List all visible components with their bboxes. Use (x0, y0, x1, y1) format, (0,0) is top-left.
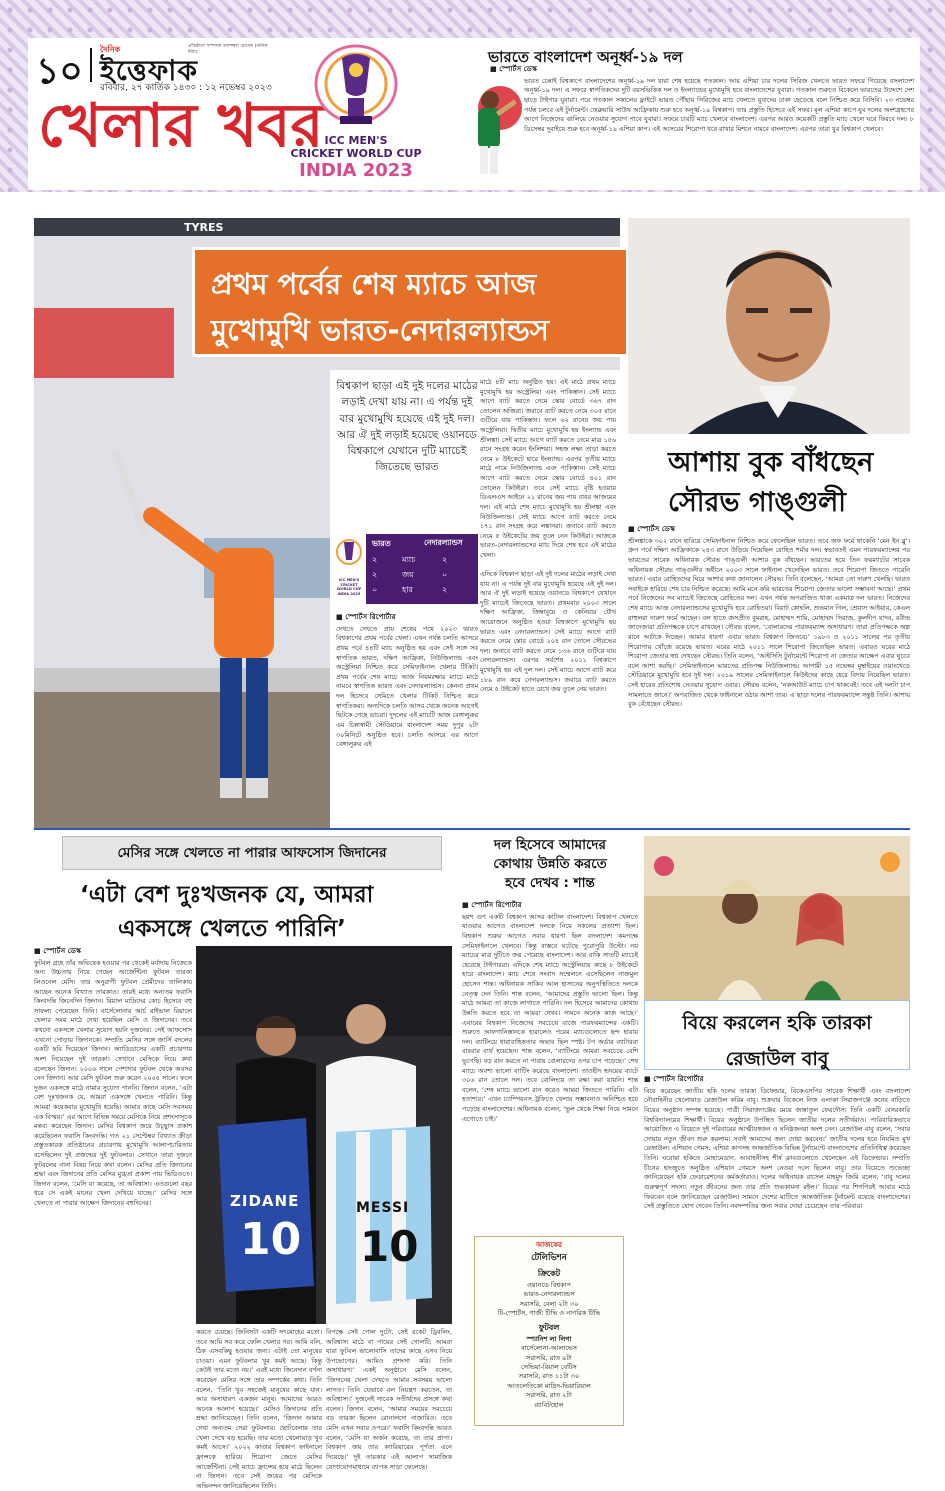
h2h-team-b: নেদারল্যান্ডস (424, 538, 463, 547)
lead-headline-line1: প্রথম পর্বের শেষ ম্যাচে আজ (211, 267, 537, 301)
ganguly-headline (628, 436, 910, 524)
tv-football-line1: স্প্যানিশ লা লিগা (526, 1334, 572, 1343)
h2h-team-a: ভারত (372, 539, 391, 548)
ganguly-body (628, 524, 910, 826)
zidane-headline-line2: একসঙ্গে খেলতে পারিনি’ (118, 916, 346, 942)
h2h-b-losses: ২ (442, 585, 448, 594)
zidane-text-left: ফুটবল গ্রহে তাঁর অভিষেক হওয়ার পর থেকেই মর্যাদায় নিজেকে অন্য উচ্চতায় নিয়ে গেছেন আর্জেন্টিনা ফুটবল তারকা লিওনেল মেসি। তার অনুরাগী ফুটবল প্রেমীদের তালিকায় আছেন অনেক বিখ্যাত তারকাও। তারই মধ্যে অন্যতম ফরাসি কিংবদন্তি জিনেদিন জিদান। রিয়াল মাদ্রিদের কোচ হিসেবে বহু সাফল্য পেয়েছেন তিনি। বার্সেলোনার আর্চ রাইভাল রিয়ালে খেলার সময় মাঠে দেখা হয়েছিল মেসি ও জিদানের। তবে কখনো একসঙ্গে খেলার সুযোগ হয়নি দুজনের। সেই আফসোস এখনো পোড়ায় জিদানকে। সম্প্রতি মেসির সঙ্গে জার্সি বদলের একটি ছবি দিয়েছেন জিদান। অ্যাডিডাসের একটি প্রচারণায় অংশ নিয়েছেন দুই তারকা। সেখানে মেসিকে নিয়ে কথা বলেছেন জিদান। ২০০৬ সালে পেশাদার ফুটবল থেকে অবসর নেন জিদান। আর মেসি ফুটবল শুরু করেন ২০০৪ সালে। ফলে দুজন একসঙ্গে মাঠে নামার সুযোগ পাননি। জিদান বলেন, ‘এটা বেশ দুঃখজনক যে, আমরা একসঙ্গে খেলতে পারিনি। কিন্তু আমরা কয়েকবার মুখোমুখি হয়েছি। আমার কাছে মেসি সবসময় এক বিস্ময়।’ এর আগে বিভিন্ন সময়ে মেসিকে নিয়ে প্রশংসাসূচক মন্তব্য করেছেন জিদান। মেসির বিশ্বকাপ জয়ে উচ্ছ্বাস প্রকাশ করেছিলেন ফরাসি কিংবদন্তি। গত ২১ সেপ্টেম্বর বিখ্যাত ক্রীড়া প্রস্তুতকারক প্রতিষ্ঠানের প্রচারণায় মুখোমুখি আলাপচারিতায় বসেছিলেন দুই প্রজন্মের দুই ফুটবলার। সেখানে তারা দুজনে ফুটবলের নানা বিষয় নিয়ে কথা বলেন। মেসির প্রতি জিদানের শ্রদ্ধা এবং জিদানের প্রতি মেসির মুগ্ধতা প্রকাশ পায় ভিডিওতে। জিদান বলেন, ‘মেসি যা করেছে, তা অবিশ্বাস্য। এতগুলো বছর ধরে সে একই মানের খেলা দেখিয়ে যাচ্ছে।’ মেসির সঙ্গে খেলতে না পারার আক্ষেপ জিদানের বহুদিনের। (34, 958, 192, 1208)
hockey-headline-line2: রেজাউল বাবু (725, 1048, 829, 1070)
cwc-logo (278, 44, 434, 186)
lead-headline-banner (192, 247, 629, 357)
tv-football-line5: সরাসরি, রাত ১১টা ৩০ (518, 1372, 580, 1381)
shanto-headline-line2: কোথায় উন্নতি করতে (493, 855, 607, 872)
zidane-headline-line1: ‘এটা বেশ দুঃখজনক যে, আমরা (80, 882, 374, 908)
paper-tag: দৈনিক (100, 45, 121, 54)
h2h-logo (332, 534, 366, 604)
zidane-kicker (62, 836, 442, 870)
issue-date: রবিবার, ২৭ কার্তিক ১৪৩০ : ১২ নভেম্বর ২০২৩ (100, 83, 272, 93)
table-row (372, 569, 476, 584)
ganguly-headline-line2: সৌরভ গাঙ্গুলী (668, 487, 847, 518)
cwc-small-logo-icon (332, 534, 366, 574)
jersey-left-name: ZIDANE (230, 1192, 300, 1210)
h2h-a-matches: ২ (372, 555, 378, 564)
lead-pull-quote: বিশ্বকাপ ছাড়া এই দুই দলের মাঠের লড়াই দেখা যায় না। এ পর্যন্ত দুই বার মুখোমুখি হয়েছে এই দুই দল। আর ঐ দুই লড়াই হয়েছে ওয়ানডে বিশ্বকাপে যেখানে দুটি ম্যাচেই জিতেছে ভারত (336, 380, 478, 474)
hockey-text: বিয়ে করেছেন জাতীয় হকি দলের তারকা ডিফেন্ডার, বিকেএসপির সাবেক শিক্ষার্থী এবং বাংলাদেশ নৌবাহিনীর খেলোয়াড় রেজাউল করিম বাবু। শুক্রবার বিকেলে নিজ এলাকা সিরাজগঞ্জে কনের বাড়িতে বিয়ের অনুষ্ঠান সম্পন্ন হয়েছে। পাত্রী সিরাজগঞ্জের মেয়ে জান্নাতুল ফেরদৌস। তিনি একটি বেসরকারি বিশ্ববিদ্যালয়ের শিক্ষার্থী। বিয়ের অনুষ্ঠানে উপস্থিত ছিলেন জাতীয় দলের সতীর্থরাও। পারিবারিকভাবে আয়োজিত এ বিয়েতে দুই পরিবারের আত্মীয়স্বজন ও ঘনিষ্ঠজনরা অংশ নেন। রেজাউল বাবু বলেন, ‘সবার দোয়ায় নতুন জীবন শুরু করলাম। সবাই আমাদের জন্য দোয়া করবেন।’ জাতীয় দলের হয়ে নিয়মিত মুখ রেজাউল। এশিয়ান গেমস, এশিয়া কাপসহ আন্তর্জাতিক বিভিন্ন টুর্নামেন্টে বাংলাদেশের প্রতিনিধিত্ব করেছেন তিনি। ঘরোয়া হকিতে মোহামেডান, আবাহনীসহ শীর্ষ ক্লাবগুলোতে খেলেছেন এই ডিফেন্ডার। সম্প্রতি চীনের হাংজুতে অনুষ্ঠিত এশিয়ান গেমসে অংশ নেওয়া দলে ছিলেন বাবু। তার বিয়েতে শুভেচ্ছা জানিয়েছেন হকি ফেডারেশনের কর্মকর্তারাও। দলের অধিনায়ক রাসেল মাহমুদ জিমি বলেন, ‘বাবু দলের গুরুত্বপূর্ণ সদস্য। নতুন জীবনের জন্য তার প্রতি শুভকামনা রইল।’ বিয়ের পর শিগগিরই আবার মাঠে ফিরবেন বলে জানিয়েছেন রেজাউল। সামনে দেশের মাটিতে আন্তর্জাতিক টুর্নামেন্ট রয়েছে বাংলাদেশের। সেই প্রস্তুতিতে যোগ দেবেন তিনি। নবদম্পতির জন্য সবার দোয়া চেয়েছেন তার পরিবার। (644, 1086, 910, 1211)
tv-cricket-title: ক্রিকেট (537, 1269, 561, 1278)
paper-name: ইত্তেফাক (100, 54, 199, 87)
cwc-logo-line1: ICC MEN'S (324, 134, 388, 147)
h2h-label-losses: হার (402, 585, 413, 594)
hockey-headline-line1: বিয়ে করলেন হকি তারকা (682, 1012, 872, 1034)
h2h-a-wins: ২ (372, 570, 378, 579)
h2h-a-losses: ০ (372, 585, 378, 594)
tv-listing-header (475, 1237, 623, 1265)
ganguly-dateline: ■ স্পোর্টস ডেস্ক (628, 524, 910, 535)
tv-football-title: ফুটবল (538, 1322, 560, 1332)
shanto-headline (462, 836, 638, 896)
jersey-left-number: 10 (240, 1214, 302, 1265)
h2h-label-matches: ম্যাচ (402, 555, 416, 564)
zidane-body-right: বিপক্ষে সেই গোল দুটো, সেই রকেট ড্রিবলিং, অবিশ্বাস্য মাঠে বা পায়ের সেই গোলটি; আমরা যারা ফুটবল ভালোবাসি তাদের কাছে এসব নিয়ে উপভোগের। আমিও প্রশংসা করি। তিনি অসাধারণ।’ একই অনুষ্ঠানে মেসি বলেন, ‘জিদানের খেলা দেখতে আমার সবসময় ভালো লাগত। তিনি যেভাবে বল নিয়ন্ত্রণ করতেন, তা অবিশ্বাস্য।’ দুজনেই সাবেক সতীর্থদের প্রসঙ্গে কথা বলেন। জিদান বলেন, ‘আমার সময়ের সবচেয়ে বড় তারকা ছিলেন রোনালদো নাজারিও। তবে মেসি এখন সবার ওপরে।’ ফরাসি কিংবদন্তি আরও বলেন, ‘মেসি যা অর্জন করেছে, তা তার প্রাপ্য। বিশ্বকাপ জয় তার ক্যারিয়ারের পূর্ণতা এনে দিয়েছে।’ দুই তারকার এই আলাপ সামাজিক যোগাযোগমাধ্যমে ব্যাপক সাড়া ফেলেছে। (326, 1328, 452, 1471)
tv-header-title: টেলিভিশন (531, 1253, 567, 1263)
world-cup-trophy-icon (278, 44, 434, 130)
tv-header-top: আজকের (536, 1241, 562, 1249)
tv-block-football (475, 1322, 623, 1410)
zidane-messi-photo (196, 946, 452, 1324)
tv-football-line3: সরাসরি, রাত ৯টা (526, 1353, 572, 1362)
tyres-banner-text: TYRES (184, 221, 224, 234)
u19-text: ভারত চেন্নাই বিশ্বকাপে বাংলাদেশের অনূর্ধ্ব-১৯ দল যারা শেষ হয়েছে গতকাল। আর এশিয়া চার দলের সিরিজ খেলতে ভারত সফরে গিয়েছে বাংলাদেশ অনূর্ধ্ব-১৯ দল। এ সফরে স্বাগতিকদের দুটি বয়সভিত্তিক দল ও ইংল্যান্ডের মুখোমুখি হবে বাংলাদেশের যুবারা। গতকাল শুরুতে বিকেলে ভারতের উদ্দেশে দেশ ছাড়ে টাইগার যুবারা। পরে গতকাল সকালের ফ্লাইটে ভারত পৌঁছায় সিরিজের ম্যাচ খেলতে যুবাদের ঢাকা ছেড়েছে বলে নিশ্চিত করে বিসিবি। ২৩ নভেম্বর পর্যন্ত চলবে এই টুর্নামেন্ট। ফেব্রুয়ারি সাউথ আফ্রিকায় শুরু হবে অনূর্ধ্ব-১৯ বিশ্বকাপ। তার প্রস্তুতি হিসেবে এই সফর। মূল এশিয়া কাপে যুব দলের অংশগ্রহণের আগে নিজেদের ঝালিয়ে নেওয়ার সুযোগ পাবে যুবারা। সফরে চারটি ম্যাচ খেলবে বাংলাদেশ। এরপর আরও কয়েকটি প্রস্তুতি ম্যাচ খেলে ঘরে ফিরবে দল। ৮ ডিসেম্বর দুবাইয়ে শুরু হবে অনূর্ধ্ব-১৯ এশিয়া কাপ। এই আসরের শিরোপা ধরে রাখার মিশনে নামবে বাংলাদেশ। এরপর তারা যুব বিশ্বকাপ খেলবে। (524, 76, 914, 133)
h2h-label-wins: জয় (402, 570, 414, 579)
zidane-kicker-text: মেসির সঙ্গে খেলতে না পারার আফসোস জিদানের (117, 845, 387, 861)
tv-cricket-line1: ওয়ানডে বিশ্বকাপ (527, 1281, 571, 1289)
hockey-headline (644, 1000, 910, 1070)
paper-tagline: প্রতিষ্ঠাতা সম্পাদক তফাজ্জল হোসেন (মানিক মিয়া) (188, 44, 268, 56)
cwc-logo-line3: INDIA 2023 (299, 160, 413, 181)
tv-cricket-line3: সরাসরি, বেলা ২টা ৩০ (519, 1299, 579, 1308)
tv-football-line7: সরাসরি, রাত ২টা (526, 1391, 572, 1400)
jersey-right-name: MESSI (356, 1200, 410, 1216)
hockey-body (644, 1074, 910, 1426)
ganguly-photo (628, 218, 910, 434)
h2h-logo-text: ICC MEN'S CRICKET WORLD CUP INDIA 2023 (336, 578, 362, 597)
hockey-dateline: ■ স্পোর্টস রিপোর্টার (644, 1074, 910, 1085)
lead-col1-text: দেখতে দেখতে প্রায় শেষের পথে ২০২৩ ভারত বিশ্বকাপের প্রথম পর্বের খেলা। এখন পর্যন্ত চলতি আসরে প্রথম পর্বে ৪৪টি ম্যাচ অনুষ্ঠিত হয় এবং সেই সঙ্গে সব স্বাগতিক ভারত, দক্ষিণ আফ্রিকা, নিউজিল্যান্ড এবং অস্ট্রেলিয়া নিশ্চিত করে সেমিফাইনাল খেলার টিকিট। প্রথম পর্বের শেষ ম্যাচে আজ নিয়মরক্ষার ম্যাচে মাঠে নামবে স্বাগতিক ভারত এবং নেদারল্যান্ডস। কেননা প্রথম দল হিসেবে সেমিতে খেলার টিকিট নিশ্চিত করে স্বাগতিকরা। অন্যদিকে চলতি আসর থেকে অনেক আগেই ছিটকে গেছে ডাচরা। দুদলের এই ম্যাচটি আজ বেঙ্গালুরুর এম চিন্নাস্বামী স্টেডিয়ামে বাংলাদেশ সময় দুপুর ২টা ৩০মিনিটে অনুষ্ঠিত হবে। চলতি আসরে এর আগে বেঙ্গালুরুর এই (336, 624, 479, 749)
tv-football-line4: সেভিয়া-রিয়াল বেটিস (521, 1362, 577, 1371)
lead-col3: এদিকে বিশ্বকাপ ছাড়া এই দুই দলের মাঠের লড়াই দেখা যায় না। এ পর্যন্ত দুই বার মুখোমুখি হয়েছে এই দুই দল। আর ঐ দুই লড়াই হয়েছে ওয়ানডে বিশ্বকাপে যেখানে দুটি ম্যাচেই জিতেছে ভারত। প্রথমবার ২০০৩ সালে দক্ষিণ আফ্রিকা, জিম্বাবুয়ে ও কেনিয়ার যৌথ আয়োজনে অনুষ্ঠিত হওয়া বিশ্বকাপে মুখোমুখি হয় ভারত এবং নেদারল্যান্ডস। সেই ম্যাচে আগে ব্যাট করতে নেমে স্কোর বোর্ডে ২০৪ রান তোলে সৌরভের দল। জবাবে ব্যাট করতে নেমে ১৩৬ রানে গুটিয়ে যায় নেদারল্যান্ডস। এরপর সর্বশেষ ২০১১ বিশ্বকাপে মুখোমুখি হয় এই দুল দল। সেই ম্যাচে আগে ব্যাট করে ১৮৯ রান করে নেদারল্যান্ডস। জবাবে ব্যাট করতে নেমে ৫ উইকেট হাতে রেখে জয় তুলে নেয় ভারত। (480, 570, 616, 694)
zidane-dateline: ■ স্পোর্টস ডেস্ক (34, 946, 192, 957)
tv-football-line6: আতলেতিকো মাদ্রিদ-ভিয়ারিয়াল (507, 1381, 591, 1390)
ganguly-text: শ্রীলঙ্কাকে ৩০২ রানে হারিয়ে সেমিফাইনাল নিশ্চিত করে ফেলেছিল ভারত। তবে অফ ফর্মে থাকেনি ‘মেন ইন ব্লু’। গ্রুপ পর্বে দক্ষিণ আফ্রিকাকে ২৪৩ রানে উড়িয়ে দিয়েছিল রোহিত শর্মার দল। স্বভাবতই এমন পারফরম্যান্সের পর ভারতের সাবেক অধিনায়ক সৌরভ গাঙ্গুলী আশার বুক বাঁধছেন। ভারতের হয়ে তিন ফরম্যাটের সাবেক অধিনায়ক সৌরভ গাঙ্গুলীর অধীনে ২০০৩ সালে ফাইনাল খেলেছিল ভারত। তবে শিরোপা জিততে পারেনি ভারত। এবার রোহিতদের ঘিরে আশার কথা জানালেন সৌরভ। তিনি বলেছেন, ‘আমরা তো দারুণ খেলছি। ভারত সবাইকে হারিয়ে শেষ চার নিশ্চিত করেছে। আমি মনে করি ভারতের শিরোপা জেতার ভালো সম্ভাবনা আছে।’ প্রথম পর্বে নিজেদের সব ম্যাচেই জিতেছে রোহিতের দল। এখন পর্যন্ত অপরাজিত থাকা একমাত্র দল ভারত। নিজেদের শেষ ম্যাচে আজ নেদারল্যান্ডসের মুখোমুখি হবে রোহিতরা। বিরাট কোহলি, শুভমান গিল, শ্রেয়াস আইয়ার, কেএল রাহুলরা দারুণ ফর্মে আছেন। বল হাতে জসপ্রীত বুমরাহ, মোহাম্মদ শামি, মোহাম্মদ সিরাজ, কুলদীপ যাদব, রবীন্দ্র জাদেজারা প্রতিপক্ষকে চাপে রাখছেন। সৌরভ বলেন, ‘বোলারদের পারফরম্যান্স অসাধারণ। তারা প্রতিপক্ষকে অল্প রানে আটকে দিচ্ছেন। আমার ধারণা এবার ভারত বিশ্বকাপ জিতবে।’ ১৯৮৩ ও ২০১১ সালের পর তৃতীয় শিরোপার খোঁজে রয়েছে ভারত। ঘরের মাঠে ২০১১ সালে শিরোপা জিতেছিল ভারত। এবারও ঘরের মাঠে শিরোপা জেতার স্বপ্ন দেখছেন সৌরভ। তিনি বলেন, ‘আইসিসি টুর্নামেন্টে শিরোপা না জেতার আক্ষেপ এবার ঘুচবে বলে আশা করছি।’ সেমিফাইনালে ভারতের প্রতিপক্ষ নিউজিল্যান্ড। আগামী ১৫ নভেম্বর মুম্বাইয়ের ওয়াংখেড়ে স্টেডিয়ামে মুখোমুখি হবে দুই দল। ২০১৯ সালের সেমিফাইনালে কিউইদের কাছে হেরে বিদায় নিয়েছিল ভারত। সেই হারের প্রতিশোধ নেওয়ার সুযোগ এবার। সৌরভ বলেন, ‘নকআউট ম্যাচে চাপ থাকবেই। তবে এই দলটা চাপ সামলাতে জানে।’ অপরাজিত থেকে ফাইনালে ওঠার আশা তার। এ ছাড়া দলের পারফরম্যান্সে সন্তুষ্ট তিনি। আশায় বুক বেঁধেছেন সৌরভ। (628, 536, 910, 709)
shanto-headline-line1: দল হিসেবে আমাদের (494, 837, 606, 853)
u19-dateline: ■ স্পোর্টস ডেস্ক (490, 64, 914, 75)
lead-dateline: ■ স্পোর্টস রিপোর্টার (336, 612, 478, 623)
masthead-divider (90, 48, 92, 82)
tv-football-line8: র‍্যাবিটহোল (534, 1400, 564, 1409)
tv-cricket-line2: ভারত-নেদারল্যান্ডস (523, 1290, 575, 1299)
lead-col2: মাঠে ৪টি ম্যাচ অনুষ্ঠিত হয়। এই মাঠে প্রথম ম্যাচে মুখোমুখি হয় অস্ট্রেলিয়া এবং পাকিস্তান। সেই ম্যাচে আগে ব্যাট করতে নেমে স্কোর বোর্ডে ৩৬৭ রান তোলেন অজিরা। জবাবে ব্যাট করতে নেমে ৩০৫ রানে গুটিয়ে যায় পাকিস্তান। ফলে ৬২ রানের জয় পায় অস্ট্রেলিয়া। দ্বিতীয় ম্যাচে মুখোমুখি হয় ইংল্যান্ড এবং শ্রীলঙ্কা। সেই ম্যাচে আগে ব্যাট করতে নেমে মাত্র ১৫৬ রানে সংগ্রহ করেন ইংলিশরা। সহজ লক্ষ্য তাড়া করতে নেমে ৮ উইকেটে হারে ইংল্যান্ড। এরপর তৃতীয় ম্যাচে মাঠে নামে নিউজিল্যান্ড এবং পাকিস্তান। সেই ম্যাচে আগে ব্যাট করতে নেমে স্কোর বোর্ডে ৪০১ রান তোলেন কিউইরা। তবে সেই ম্যাচে বৃষ্টি হওয়ায় ডিএলএস আইনে ২১ রানের জয় পায় বাবর আজমের দল। এই মাঠে শেষ ম্যাচে মুখোমুখি হয় শ্রীলঙ্কা এবং নিউজিল্যান্ড। সেই ম্যাচে আগে ব্যাট করতে নেমে ১৭১ রান সংগ্রহ করে লঙ্কানরা। জবাবে ব্যাট করতে নেমে ৫ উইকেটের জয় তুলে নেন কিউইরা। আজকে ভারত-নেদারল্যান্ডসের ম্যাচ দিয়ে শেষ হবে এই মাঠের খেলা। (480, 378, 616, 559)
lead-col1 (336, 612, 478, 826)
table-row (372, 584, 476, 599)
tv-listing-box (474, 1236, 624, 1426)
h2h-table (332, 534, 478, 604)
ganguly-headline-line1: আশায় বুক বাঁধছেন (668, 447, 874, 478)
zidane-body-left (34, 946, 192, 1426)
section-divider (34, 828, 910, 830)
section-title: খেলার খবর (38, 91, 324, 161)
tv-block-cricket (475, 1268, 623, 1319)
h2h-b-matches: ২ (442, 555, 448, 564)
shanto-body (462, 900, 638, 1230)
table-row (372, 554, 476, 569)
shanto-headline-line3: হবে দেখব : শান্ত (505, 874, 595, 891)
tv-cricket-line4: টি-স্পোর্টস, গাজী টিভি ও নাগরিক টিভি (497, 1309, 601, 1318)
cwc-logo-line2: CRICKET WORLD CUP (290, 147, 422, 160)
h2h-rows (372, 554, 476, 599)
zidane-body-mid: করতে চেয়ছে। জিনিসটা একটি সৎমোহের মতো। তবে আমি সব করে ফেলি খেলার পর। আমি বলি, ঠিক এসবকিছু হওয়ার জন্য। এটাই তো মানুষের চাওয়া। এমন ফুটবলার খুব কমই আছে। কিন্তু কেউই তার মতো নয়।’ এরই মধ্যে জিনেদান বর্ণনা করেছেন মেসির সঙ্গে তার সম্পর্কের কথা। তিনি বলেন, ‘তিনি খুব সহজেই মানুষের কাছে যান। আর অসাধারণ একজন মানুষ। আমাদের আরও অনেক আলাপ হয়েছে।’ মেসিও জিদানের প্রতি শ্রদ্ধা জানিয়েছেন। তিনি বলেন, ‘জিদান আমার দেখা অন্যতম সেরা ফুটবলার। ছোটবেলায় তার খেলা দেখে বড় হয়েছি। তার মতো খেলোয়াড় খুব কমই আসে।’ ২০২২ কাতার বিশ্বকাপ ফাইনালে ফ্রান্সকে হারিয়ে শিরোপা জেতে মেসির আর্জেন্টিনা। সেই ম্যাচে ফ্রান্সের হয়ে মাঠে ছিলেন না জিদান। তবে সেই জয়ের পর মেসিকে অভিনন্দন জানিয়েছিলেন তিনি। (196, 1328, 322, 1490)
shanto-text: ছয়শ গুণ একটি বিশ্বকাপ আসর কাটাল বাংলাদেশ। বিশ্বকাপ খেলতে যাওয়ার আগেও বাংলাদেশ দলকে নিয়ে সকলের প্রত্যাশা ছিল। বিশ্বকাপ শুরুর আগেও সবার ধারণা ছিল বাংলাদেশ কমপক্ষে সেমিফাইনালে খেলবে। কিন্তু বাস্তবে ঘটেছে পুরোপুরি উল্টো। নয় ম্যাচের মাত্র দুটিতে জয় পেয়েছে বাংলাদেশ। আর বাকি সাতটি ম্যাচেই হেরেছে টাইগাররা। এদিকে শেষ ম্যাচে অস্ট্রেলিয়ার কাছে ৮ উইকেটে হারে বাংলাদেশ। ম্যাচ শেষে সংবাদ সম্মেলনে এসেছিলেন নাজমুল হোসেন শান্ত। অধিনায়ক সাকিব আল হাসানের অনুপস্থিতিতে দলকে নেতৃত্ব দেন তিনি। শান্ত বলেন, ‘আমাদের প্রস্তুতি ভালো ছিল। কিন্তু মাঠে আমরা তা কাজে লাগাতে পারিনি। দল হিসেবে আমাদের কোথায় উন্নতি করতে হবে তা আমরা দেখব। সামনে অনেক কাজ আছে।’ এবারের বিশ্বকাপ নিজেদের সবচেয়ে বাজে পারফরম্যান্সের একটি। শুরুতে আফগানিস্তানকে হারালেও পরের ম্যাচগুলোতে ছন্দ হারায় দল। ব্যাটিংয়ে ধারাবাহিকতার অভাব ছিল স্পষ্ট। টপ অর্ডার ব্যাটাররা বারবার ব্যর্থ হয়েছেন। শান্ত বলেন, ‘ব্যাটিংয়ে আমরা সবচেয়ে বেশি ভুগেছি। বড় রান করতে না পারায় বোলারদের ওপর চাপ পড়েছে।’ শেষ ম্যাচে অবশ্য ভালো ব্যাটিং করেছে বাংলাদেশ। তাওহীদ হৃদয়ের ব্যাটে ৩০৬ রান তোলে দল। তবে বোলিংয়ে তা রক্ষা করা যায়নি। শান্ত বলেন, ‘শেষ ম্যাচে ভালো রান করেও আমরা জিততে পারিনি। এটা হতাশার।’ এখন চ্যাম্পিয়নস ট্রফিতে খেলার সম্ভাবনাও অনিশ্চিত হয়ে পড়েছে বাংলাদেশের। অধিনায়ক বলেন, ‘ভুল থেকে শিক্ষা নিয়ে সামনে এগোতে চাই।’ (462, 912, 638, 1123)
ganguly-portrait-image (628, 218, 910, 434)
tv-football-line2: বার্সেলোনা-আলাভেস (521, 1344, 577, 1353)
jersey-right-number: 10 (360, 1222, 419, 1271)
page-number: ১০ (36, 51, 83, 92)
lead-headline-line2: মুখোমুখি ভারত-নেদারল্যান্ডস (211, 313, 549, 347)
shanto-dateline: ■ স্পোর্টস রিপোর্টার (462, 900, 638, 911)
h2h-b-wins: ০ (442, 570, 448, 579)
u19-body (490, 64, 914, 186)
u19-headline: ভারতে বাংলাদেশ অনূর্ধ্ব-১৯ দল (488, 48, 683, 66)
